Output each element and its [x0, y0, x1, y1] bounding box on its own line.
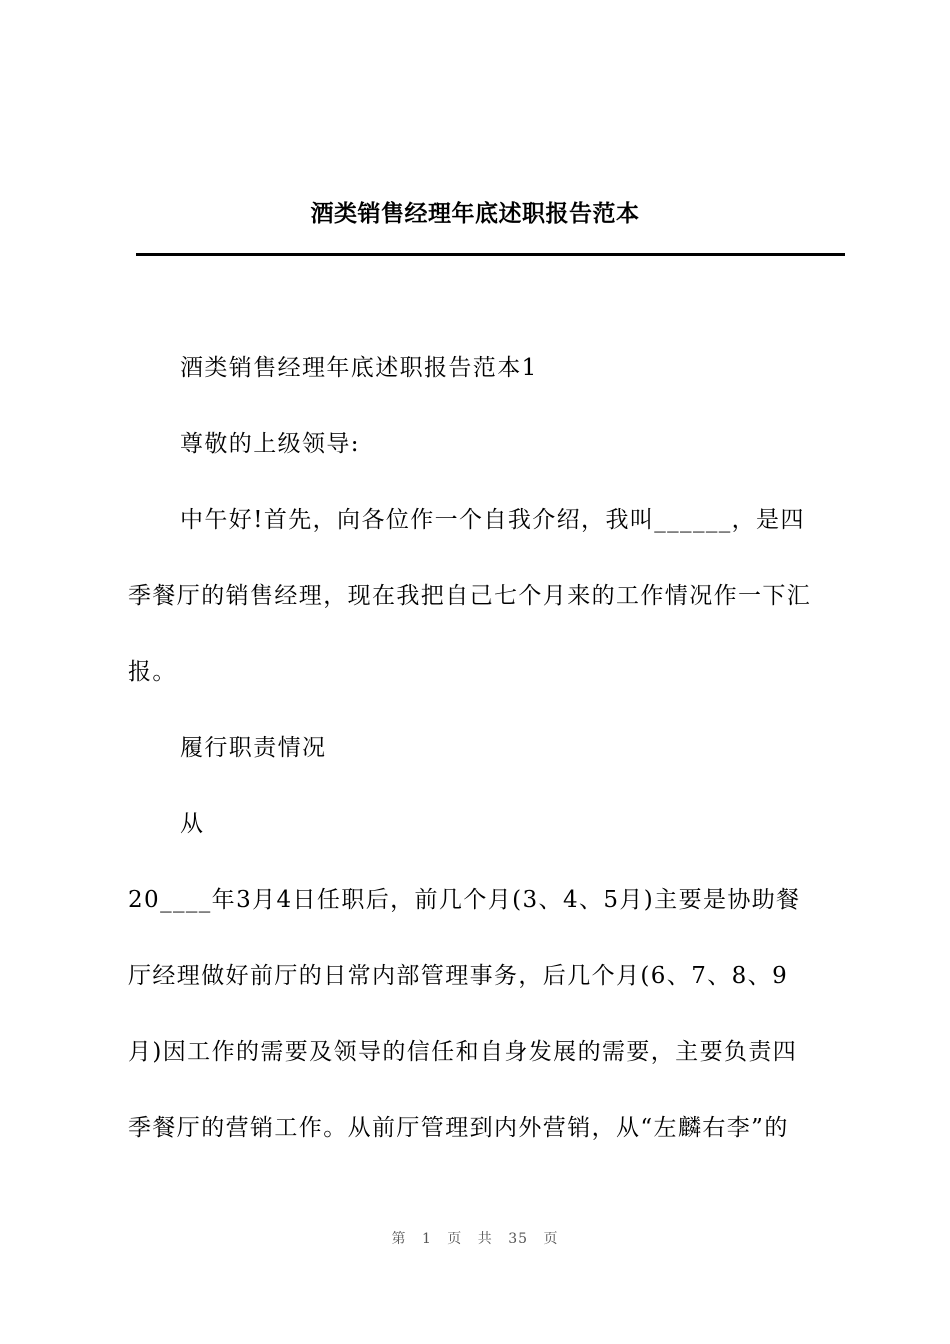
subheading: 履行职责情况 [180, 735, 327, 761]
document-title: 酒类销售经理年底述职报告范本 [310, 200, 640, 227]
paragraph-line: 从 [180, 811, 205, 837]
paragraph-line: 报。 [128, 659, 177, 685]
document-body [128, 346, 844, 1182]
page-number-footer: 第 1 页 共 35 页 [391, 1231, 559, 1247]
paragraph-line: 厅经理做好前厅的日常内部管理事务，后几个月(6、7、8、9 [128, 963, 789, 989]
paragraph-line: 中午好!首先，向各位作一个自我介绍，我叫______，是四 [180, 507, 805, 533]
title-underline [136, 253, 845, 256]
paragraph-line: 20____年3月4日任职后，前几个月(3、4、5月)主要是协助餐 [128, 887, 801, 913]
paragraph-line: 季餐厅的营销工作。从前厅管理到内外营销，从“左麟右李”的 [128, 1115, 789, 1141]
section-heading: 酒类销售经理年底述职报告范本1 [180, 355, 538, 381]
paragraph-line: 季餐厅的销售经理，现在我把自己七个月来的工作情况作一下汇 [128, 583, 812, 609]
paragraph-line: 月)因工作的需要及领导的信任和自身发展的需要，主要负责四 [128, 1039, 798, 1065]
salutation: 尊敬的上级领导: [180, 431, 360, 457]
